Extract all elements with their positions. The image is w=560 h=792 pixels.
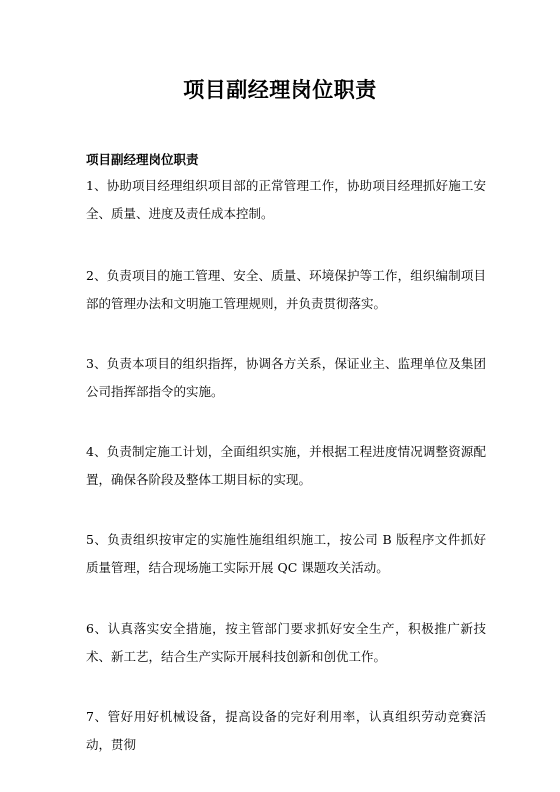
- duty-paragraph-2: 2、负责项目的施工管理、安全、质量、环境保护等工作，组织编制项目部的管理办法和文明施工管理规则，并负责贯彻落实。: [86, 268, 486, 311]
- duty-paragraph-1: 1、协助项目经理组织项目部的正常管理工作，协助项目经理抓好施工安全、质量、进度及责任成本控制。: [86, 178, 486, 221]
- duty-paragraph-5: 5、负责组织按审定的实施性施组组织施工，按公司 B 版程序文件抓好质量管理，结合现场施工实际开展 QC 课题攻关活动。: [86, 532, 486, 575]
- section-heading: 项目副经理岗位职责: [86, 152, 199, 167]
- duty-paragraph-3: 3、负责本项目的组织指挥，协调各方关系，保证业主、监理单位及集团公司指挥部指令的实施。: [86, 356, 486, 399]
- duty-paragraph-7: 7、管好用好机械设备，提高设备的完好利用率，认真组织劳动竞赛活动，贯彻: [86, 709, 486, 752]
- duty-paragraph-4: 4、负责制定施工计划，全面组织实施，并根据工程进度情况调整资源配置，确保各阶段及整体工期目标的实现。: [86, 444, 486, 487]
- duty-paragraph-6: 6、认真落实安全措施，按主管部门要求抓好安全生产，积极推广新技术、新工艺，结合生产实际开展科技创新和创优工作。: [86, 621, 486, 664]
- document-title: 项目副经理岗位职责: [183, 77, 377, 102]
